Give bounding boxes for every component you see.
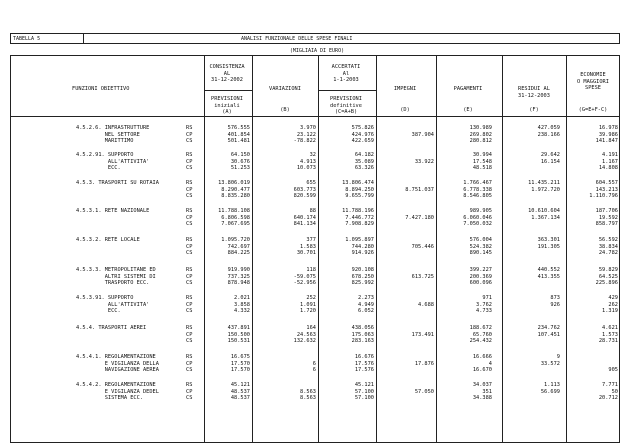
row-cell-g: 905 — [608, 367, 618, 374]
col-previsioni-definitive: PREVISIONI definitive (C=A+B) — [330, 96, 362, 116]
row-cell-d: 8.751.037 — [405, 186, 434, 193]
col-funzioni: FUNZIONI OBIETTIVO — [72, 86, 130, 92]
header-subrule — [204, 90, 252, 91]
row-cell-c: 438.056 175.063 283.163 — [351, 325, 374, 345]
row-cell-e: 399.227 200.369 600.096 — [469, 267, 492, 287]
row-cell-g: 7.771 50 20.712 — [598, 382, 618, 402]
row-cell-d: 173.491 — [411, 331, 434, 338]
row-cell-a: 64.150 30.676 51.253 — [230, 152, 250, 172]
row-cell-b: 164 24.563 132.632 — [293, 325, 316, 345]
row-cell-e: 16.666 4 16.670 — [472, 354, 492, 374]
row-cell-b: 3.970 23.122 -78.822 — [293, 125, 316, 145]
col-pagamenti: PAGAMENTI — [453, 86, 483, 92]
table-subtitle: (MIGLIAIA DI EURO) — [289, 48, 345, 54]
row-cell-a: 11.788.108 6.806.598 7.067.695 — [218, 208, 250, 228]
row-cell-b: 32 4.913 10.073 — [296, 152, 316, 172]
row-cell-b: 88 640.174 841.134 — [293, 208, 316, 228]
row-cell-types: RS CP CS — [186, 152, 193, 172]
row-cell-a: 437.891 150.500 150.531 — [227, 325, 250, 345]
row-cell-a: 2.021 3.858 4.332 — [234, 295, 250, 315]
col-accertati: ACCERTATI Al 1-1-2003 — [331, 64, 361, 84]
row-label: 4.5.4.1. REGOLAMENTAZIONE E VIGILANZA DELLA NAVIGAZIONE AEREA — [76, 354, 159, 374]
header-divider — [83, 34, 84, 43]
row-cell-e: 576.004 524.382 890.145 — [469, 237, 492, 257]
col-economie: ECONOMIE O MAGGIORI SPESE — [577, 72, 609, 92]
table-header-bar — [10, 33, 620, 44]
col-variazioni-code: (B) — [280, 107, 290, 113]
grid-vline — [502, 55, 503, 443]
row-cell-c: 2.273 4.949 6.052 — [358, 295, 374, 315]
row-cell-a: 919.990 737.325 878.948 — [227, 267, 250, 287]
row-cell-f: 29.642 16.154 — [540, 152, 560, 165]
col-economie-code: (G=E+F-C) — [578, 107, 608, 113]
header-rule — [10, 116, 620, 117]
row-cell-g: 604.557 143.213 1.110.796 — [589, 180, 618, 200]
row-cell-g: 4.621 1.573 28.731 — [598, 325, 618, 345]
col-residui: RESIDUI AL 31-12-2003 — [518, 86, 550, 99]
row-cell-b: 8.563 8.563 — [300, 388, 316, 402]
row-cell-d: 33.922 — [414, 158, 434, 165]
row-cell-c: 11.788.196 7.446.772 7.908.829 — [342, 208, 374, 228]
col-previsioni-iniziali: PREVISIONI iniziali (A) — [211, 96, 243, 116]
grid-vline — [566, 55, 567, 443]
row-cell-b: 655 603.773 820.599 — [293, 180, 316, 200]
row-cell-types: RS CP CS — [186, 354, 193, 374]
row-cell-a: 13.806.019 8.290.477 8.835.280 — [218, 180, 250, 200]
row-cell-c: 64.182 35.089 63.326 — [354, 152, 374, 172]
row-cell-types: RS CP CS — [186, 325, 193, 345]
row-cell-d: 4.688 — [418, 301, 434, 308]
row-cell-f: 363.301 191.305 — [537, 237, 560, 250]
row-cell-types: RS CP CS — [186, 295, 193, 315]
row-cell-g: 56.592 38.834 24.782 — [598, 237, 618, 257]
row-cell-a: 16.675 17.570 17.570 — [230, 354, 250, 374]
grid-vline — [204, 55, 205, 443]
row-cell-d: 7.427.180 — [405, 214, 434, 221]
row-cell-f: 11.435.211 1.972.720 — [528, 180, 560, 193]
col-impegni-code: (D) — [400, 107, 410, 113]
row-label: 4.5.3. TRASPORTI SU ROTAIA — [76, 180, 159, 186]
row-label: 4.5.3.1. RETE NAZIONALE — [76, 208, 150, 214]
row-label: 4.5.4.2. REGOLAMENTAZIONE E VIGILANZA DEDEL SISTEMA ECC. — [76, 382, 159, 402]
row-cell-e: 30.994 17.548 48.518 — [472, 152, 492, 172]
row-cell-types: RS CP CS — [186, 237, 193, 257]
table-label: TABELLA 5 — [13, 36, 41, 42]
row-cell-e: 989.905 6.060.046 7.050.032 — [463, 208, 492, 228]
row-label: 4.5.4. TRASPORTI AEREI — [76, 325, 147, 331]
row-cell-f: 440.552 413.355 — [537, 267, 560, 280]
grid-vline — [376, 55, 377, 443]
row-cell-f: 9 33.572 — [540, 354, 560, 367]
col-residui-code: (F) — [529, 107, 539, 113]
row-cell-a: 1.095.720 742.697 884.225 — [221, 237, 250, 257]
row-label: 4.5.2.6. INFRASTRUTTURE NEL SETTORE MARITTIMO — [76, 125, 150, 145]
row-cell-types: RS CP CS — [186, 208, 193, 228]
row-cell-e: 188.672 65.760 254.432 — [469, 325, 492, 345]
row-cell-c: 1.095.897 744.280 914.926 — [345, 237, 374, 257]
col-pagamenti-code: (E) — [463, 107, 473, 113]
row-cell-b: 377 1.583 30.701 — [296, 237, 316, 257]
row-cell-f: 10.610.604 1.367.134 — [528, 208, 560, 221]
row-cell-c: 16.676 17.576 17.576 — [354, 354, 374, 374]
row-cell-f: 1.113 56.699 — [540, 382, 560, 395]
row-label: 4.5.3.91. SUPPORTO ALL'ATTIVITA' ECC. — [76, 295, 150, 315]
row-cell-g: 4.191 1.167 14.808 — [598, 152, 618, 172]
row-cell-e: 34.037 351 34.388 — [472, 382, 492, 402]
row-cell-d: 387.904 — [411, 131, 434, 138]
row-cell-g: 16.978 39.986 141.847 — [595, 125, 618, 145]
row-label: 4.5.2.91. SUPPORTO ALL'ATTIVITA' ECC. — [76, 152, 150, 172]
col-variazioni: VARIAZIONI — [269, 86, 301, 92]
row-cell-e: 971 3.762 4.733 — [476, 295, 492, 315]
row-cell-c: 45.121 57.100 57.100 — [354, 382, 374, 402]
row-cell-b: 118 -59.075 -52.956 — [293, 267, 316, 287]
row-cell-c: 920.108 678.250 825.992 — [351, 267, 374, 287]
row-cell-g: 59.829 64.525 225.896 — [595, 267, 618, 287]
row-cell-f: 234.762 107.451 — [537, 325, 560, 338]
row-cell-d: 705.446 — [411, 243, 434, 250]
table-title: ANALISI FUNZIONALE DELLE SPESE FINALI — [241, 36, 353, 42]
row-cell-g: 187.706 19.592 858.797 — [595, 208, 618, 228]
row-label: 4.5.3.2. RETE LOCALE — [76, 237, 140, 243]
row-cell-a: 45.121 48.537 48.537 — [230, 382, 250, 402]
grid-vline — [318, 55, 319, 443]
row-cell-d: 17.876 — [414, 360, 434, 367]
row-cell-d: 613.725 — [411, 273, 434, 280]
row-cell-g: 429 262 1.319 — [602, 295, 618, 315]
row-cell-b: 6 6 — [312, 360, 316, 374]
row-cell-types: RS CP CS — [186, 125, 193, 145]
col-impegni: IMPEGNI — [393, 86, 417, 92]
grid-vline — [252, 55, 253, 443]
row-cell-types: RS CP CS — [186, 382, 193, 402]
row-cell-a: 576.555 401.854 501.481 — [227, 125, 250, 145]
row-label: 4.5.3.3. METROPOLITANE ED ALTRI SISTEMI DI TRASPORTO ECC. — [76, 267, 156, 287]
col-consistenza: CONSISTENZA AL 31-12-2002 — [209, 64, 245, 84]
row-cell-types: RS CP CS — [186, 267, 193, 287]
row-cell-d: 57.050 — [414, 388, 434, 395]
row-cell-e: 1.766.467 6.778.338 8.546.805 — [463, 180, 492, 200]
row-cell-c: 13.806.474 8.894.250 9.655.799 — [342, 180, 374, 200]
row-cell-types: RS CP CS — [186, 180, 193, 200]
row-cell-f: 427.059 238.166 — [537, 125, 560, 138]
row-cell-f: 873 926 — [550, 295, 560, 308]
header-subrule — [318, 90, 376, 91]
row-cell-c: 575.826 424.976 422.659 — [351, 125, 374, 145]
row-cell-e: 130.989 269.802 280.812 — [469, 125, 492, 145]
row-cell-b: 252 1.091 1.720 — [300, 295, 316, 315]
grid-vline — [436, 55, 437, 443]
